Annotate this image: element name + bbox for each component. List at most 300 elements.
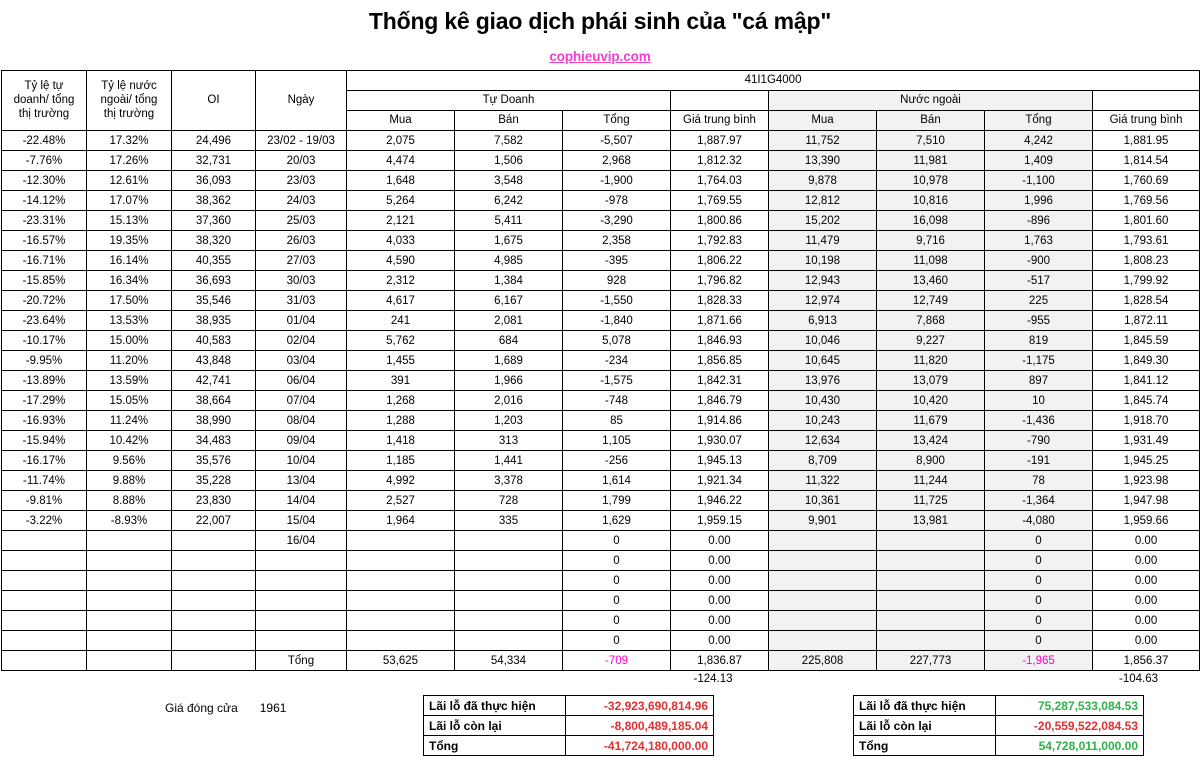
cell-foreign-total: -191 [985, 451, 1093, 471]
close-price-value: 1961 [259, 701, 287, 716]
cell-self-avg: 0.00 [671, 591, 769, 611]
cell-self-sell: 7,582 [455, 131, 563, 151]
cell-foreign-buy [769, 591, 877, 611]
cell-date: 13/04 [256, 471, 347, 491]
cell-foreign-avg: 0.00 [1093, 571, 1200, 591]
cell-ratio-foreign [87, 531, 172, 551]
cell-foreign-avg: 1,931.49 [1093, 431, 1200, 451]
cell-date: 14/04 [256, 491, 347, 511]
col-header-foreign-avg-price: Giá trung bình [1093, 111, 1200, 131]
cell-self-buy: 1,185 [347, 451, 455, 471]
totals-foreign-sell: 227,773 [877, 651, 985, 671]
totals-foreign-avg: 1,856.37 [1093, 651, 1200, 671]
cell-ratio-foreign: 16.34% [87, 271, 172, 291]
cell-foreign-total: -1,100 [985, 171, 1093, 191]
cell-ratio-self [2, 551, 87, 571]
cell-foreign-total: -790 [985, 431, 1093, 451]
cell-foreign-avg: 0.00 [1093, 591, 1200, 611]
cell-self-buy [347, 531, 455, 551]
totals-self-buy: 53,625 [347, 651, 455, 671]
cell-date [256, 591, 347, 611]
cell-ratio-foreign: 17.50% [87, 291, 172, 311]
cell-ratio-self [2, 591, 87, 611]
cell-ratio-foreign: 17.26% [87, 151, 172, 171]
cell-date: 03/04 [256, 351, 347, 371]
cell-foreign-total: -1,175 [985, 351, 1093, 371]
cell-date: 27/03 [256, 251, 347, 271]
foreign-total-label: Tổng [854, 736, 996, 756]
cell-self-buy: 1,455 [347, 351, 455, 371]
cell-date: 24/03 [256, 191, 347, 211]
cell-foreign-buy [769, 551, 877, 571]
cell-self-sell [455, 631, 563, 651]
table-row [2, 231, 1200, 251]
totals-self-total: -709 [563, 651, 671, 671]
cell-date: 08/04 [256, 411, 347, 431]
cell-self-avg: 1,914.86 [671, 411, 769, 431]
cell-foreign-total: -955 [985, 311, 1093, 331]
table-row [2, 191, 1200, 211]
cell-foreign-buy: 12,943 [769, 271, 877, 291]
cell-foreign-avg: 1,849.30 [1093, 351, 1200, 371]
cell-foreign-sell: 11,981 [877, 151, 985, 171]
cell-ratio-foreign: 16.14% [87, 251, 172, 271]
cell-ratio-self: -16.93% [2, 411, 87, 431]
cell-self-total: 1,614 [563, 471, 671, 491]
totals-ratio-foreign [87, 651, 172, 671]
cell-ratio-foreign: 15.13% [87, 211, 172, 231]
cell-self-avg: 1,800.86 [671, 211, 769, 231]
cell-self-sell [455, 551, 563, 571]
cell-ratio-self: -9.81% [2, 491, 87, 511]
cell-self-total: 1,629 [563, 511, 671, 531]
cell-foreign-total: 1,763 [985, 231, 1093, 251]
cell-self-avg: 1,946.22 [671, 491, 769, 511]
cell-self-buy: 1,418 [347, 431, 455, 451]
cell-self-sell: 1,203 [455, 411, 563, 431]
cell-date: 07/04 [256, 391, 347, 411]
table-row [2, 371, 1200, 391]
cell-foreign-sell: 11,244 [877, 471, 985, 491]
table-row [2, 351, 1200, 371]
cell-self-sell: 5,411 [455, 211, 563, 231]
col-header-self-total: Tổng [563, 111, 671, 131]
cell-ratio-foreign: 17.07% [87, 191, 172, 211]
cell-foreign-total: 4,242 [985, 131, 1093, 151]
cell-self-sell: 1,384 [455, 271, 563, 291]
cell-foreign-sell [877, 611, 985, 631]
cell-ratio-self: -7.76% [2, 151, 87, 171]
cell-ratio-foreign [87, 611, 172, 631]
cell-foreign-buy: 11,752 [769, 131, 877, 151]
cell-date: 23/03 [256, 171, 347, 191]
cell-foreign-avg: 1,845.74 [1093, 391, 1200, 411]
cell-foreign-buy: 10,198 [769, 251, 877, 271]
cell-ratio-foreign: 9.56% [87, 451, 172, 471]
cell-self-avg: 1,828.33 [671, 291, 769, 311]
table-row [2, 291, 1200, 311]
cell-self-sell [455, 571, 563, 591]
self-trading-pnl-box [423, 695, 714, 756]
cell-oi: 35,576 [172, 451, 256, 471]
cell-date: 01/04 [256, 311, 347, 331]
cell-foreign-sell: 11,679 [877, 411, 985, 431]
cell-ratio-foreign: 17.32% [87, 131, 172, 151]
cell-self-total: -978 [563, 191, 671, 211]
cell-foreign-total: 819 [985, 331, 1093, 351]
cell-foreign-avg: 1,828.54 [1093, 291, 1200, 311]
cell-foreign-sell: 8,900 [877, 451, 985, 471]
cell-ratio-foreign: 13.53% [87, 311, 172, 331]
cell-date: 10/04 [256, 451, 347, 471]
cell-self-sell: 2,081 [455, 311, 563, 331]
foreign-unrealized-row [854, 716, 1144, 736]
foreign-total-value: 54,728,011,000.00 [996, 736, 1144, 756]
cell-foreign-avg: 0.00 [1093, 551, 1200, 571]
foreign-unrealized-label: Lãi lỗ còn lại [854, 716, 996, 736]
cell-foreign-buy: 12,812 [769, 191, 877, 211]
cell-foreign-buy: 11,479 [769, 231, 877, 251]
cell-self-avg: 1,764.03 [671, 171, 769, 191]
cell-foreign-avg: 1,959.66 [1093, 511, 1200, 531]
cell-self-buy [347, 611, 455, 631]
col-header-oi: OI [172, 71, 256, 131]
cell-oi: 37,360 [172, 211, 256, 231]
cell-self-buy [347, 591, 455, 611]
cell-self-avg: 1,871.66 [671, 311, 769, 331]
cell-foreign-sell: 13,079 [877, 371, 985, 391]
cell-ratio-foreign: -8.93% [87, 511, 172, 531]
cell-foreign-buy: 12,974 [769, 291, 877, 311]
cell-self-avg: 1,846.79 [671, 391, 769, 411]
table-row [2, 211, 1200, 231]
cell-self-avg: 1,959.15 [671, 511, 769, 531]
cell-self-sell: 1,441 [455, 451, 563, 471]
col-header-ratio-foreign: Tỷ lệ nước ngoài/ tổng thị trường [87, 71, 172, 131]
self-unrealized-label: Lãi lỗ còn lại [424, 716, 566, 736]
cell-self-avg: 0.00 [671, 571, 769, 591]
cell-ratio-foreign: 19.35% [87, 231, 172, 251]
table-row [2, 151, 1200, 171]
self-total-value: -41,724,180,000.00 [566, 736, 714, 756]
cell-self-buy: 1,268 [347, 391, 455, 411]
table-row [2, 531, 1200, 551]
cell-foreign-total: 1,409 [985, 151, 1093, 171]
cell-foreign-avg: 1,793.61 [1093, 231, 1200, 251]
foreign-realized-row [854, 696, 1144, 716]
cell-self-avg: 0.00 [671, 611, 769, 631]
cell-oi: 36,093 [172, 171, 256, 191]
cell-oi: 23,830 [172, 491, 256, 511]
foreign-unrealized-value: -20,559,522,084.53 [996, 716, 1144, 736]
cell-foreign-sell: 10,420 [877, 391, 985, 411]
cell-oi [172, 531, 256, 551]
cell-foreign-sell [877, 531, 985, 551]
foreign-total-row [854, 736, 1144, 756]
totals-self-avg: 1,836.87 [671, 651, 769, 671]
cell-foreign-buy: 13,390 [769, 151, 877, 171]
self-realized-value: -32,923,690,814.96 [566, 696, 714, 716]
cell-date: 20/03 [256, 151, 347, 171]
cell-ratio-foreign: 9.88% [87, 471, 172, 491]
cell-foreign-avg: 1,801.60 [1093, 211, 1200, 231]
cell-foreign-total: 0 [985, 591, 1093, 611]
cell-foreign-avg: 1,841.12 [1093, 371, 1200, 391]
table-row [2, 451, 1200, 471]
cell-date [256, 551, 347, 571]
cell-foreign-sell: 7,510 [877, 131, 985, 151]
cell-date [256, 631, 347, 651]
cell-foreign-sell: 9,716 [877, 231, 985, 251]
cell-oi: 34,483 [172, 431, 256, 451]
cell-self-sell: 2,016 [455, 391, 563, 411]
cell-foreign-sell [877, 571, 985, 591]
cell-foreign-avg: 1,881.95 [1093, 131, 1200, 151]
group-header-self-trading: Tự Doanh [347, 91, 671, 111]
cell-self-buy: 5,264 [347, 191, 455, 211]
cell-foreign-avg: 0.00 [1093, 531, 1200, 551]
cell-oi: 42,741 [172, 371, 256, 391]
cell-self-buy: 2,121 [347, 211, 455, 231]
table-row [2, 171, 1200, 191]
cell-self-sell: 3,378 [455, 471, 563, 491]
cell-foreign-avg: 1,872.11 [1093, 311, 1200, 331]
cell-ratio-self: -3.22% [2, 511, 87, 531]
table-row [2, 571, 1200, 591]
cell-date [256, 571, 347, 591]
cell-ratio-self [2, 571, 87, 591]
cell-self-buy: 2,312 [347, 271, 455, 291]
totals-row [2, 651, 1200, 671]
table-row [2, 251, 1200, 271]
cell-foreign-sell: 12,749 [877, 291, 985, 311]
self-total-label: Tổng [424, 736, 566, 756]
cell-self-avg: 1,806.22 [671, 251, 769, 271]
cell-self-buy: 2,075 [347, 131, 455, 151]
cell-oi [172, 591, 256, 611]
col-header-self-buy: Mua [347, 111, 455, 131]
cell-oi [172, 571, 256, 591]
cell-self-total: -395 [563, 251, 671, 271]
cell-oi: 38,935 [172, 311, 256, 331]
contract-code-header: 41I1G4000 [347, 71, 1200, 91]
cell-self-total: -256 [563, 451, 671, 471]
cell-ratio-foreign: 10.42% [87, 431, 172, 451]
cell-oi: 38,320 [172, 231, 256, 251]
cell-foreign-total: 897 [985, 371, 1093, 391]
cell-self-total: 2,358 [563, 231, 671, 251]
cell-self-total: -3,290 [563, 211, 671, 231]
cell-self-sell: 6,242 [455, 191, 563, 211]
cell-ratio-self [2, 611, 87, 631]
cell-foreign-avg: 1,799.92 [1093, 271, 1200, 291]
site-link[interactable]: cophieuvip.com [549, 49, 651, 65]
cell-self-avg: 1,769.55 [671, 191, 769, 211]
cell-oi: 36,693 [172, 271, 256, 291]
self-avg-diff: -124.13 [693, 673, 733, 686]
col-header-foreign-buy: Mua [769, 111, 877, 131]
cell-self-avg: 0.00 [671, 531, 769, 551]
cell-ratio-self [2, 531, 87, 551]
cell-oi: 40,355 [172, 251, 256, 271]
cell-self-sell: 1,506 [455, 151, 563, 171]
cell-foreign-total: -896 [985, 211, 1093, 231]
cell-foreign-avg: 0.00 [1093, 611, 1200, 631]
page-title: Thống kê giao dịch phái sinh của "cá mập" [368, 8, 832, 34]
cell-date: 31/03 [256, 291, 347, 311]
cell-self-total: -1,840 [563, 311, 671, 331]
cell-foreign-total: -900 [985, 251, 1093, 271]
cell-date [256, 611, 347, 631]
cell-self-buy [347, 571, 455, 591]
totals-label: Tổng [256, 651, 347, 671]
header-row-contract [2, 71, 1200, 91]
cell-foreign-total: -1,364 [985, 491, 1093, 511]
cell-foreign-sell: 11,820 [877, 351, 985, 371]
cell-foreign-total: 0 [985, 551, 1093, 571]
cell-foreign-buy: 12,634 [769, 431, 877, 451]
cell-self-buy [347, 631, 455, 651]
table-row [2, 431, 1200, 451]
cell-self-avg: 1,856.85 [671, 351, 769, 371]
cell-foreign-buy: 10,046 [769, 331, 877, 351]
cell-oi: 43,848 [172, 351, 256, 371]
table-row [2, 411, 1200, 431]
cell-self-total: 5,078 [563, 331, 671, 351]
cell-self-avg: 1,921.34 [671, 471, 769, 491]
cell-self-avg: 1,796.82 [671, 271, 769, 291]
table-header [2, 71, 1200, 131]
cell-self-sell: 1,689 [455, 351, 563, 371]
cell-foreign-total: 0 [985, 611, 1093, 631]
cell-foreign-buy: 10,645 [769, 351, 877, 371]
table-row [2, 271, 1200, 291]
table-row [2, 311, 1200, 331]
cell-oi [172, 611, 256, 631]
cell-ratio-foreign: 13.59% [87, 371, 172, 391]
cell-foreign-avg: 1,760.69 [1093, 171, 1200, 191]
cell-self-avg: 0.00 [671, 551, 769, 571]
cell-foreign-total: 1,996 [985, 191, 1093, 211]
cell-self-total: -234 [563, 351, 671, 371]
cell-foreign-avg: 1,845.59 [1093, 331, 1200, 351]
cell-self-total: -748 [563, 391, 671, 411]
cell-ratio-foreign: 11.20% [87, 351, 172, 371]
cell-foreign-total: -517 [985, 271, 1093, 291]
cell-foreign-total: 225 [985, 291, 1093, 311]
cell-self-buy [347, 551, 455, 571]
group-header-foreign-spacer [1093, 91, 1200, 111]
cell-self-total: 928 [563, 271, 671, 291]
cell-ratio-foreign [87, 571, 172, 591]
table-row [2, 511, 1200, 531]
cell-foreign-buy [769, 571, 877, 591]
cell-self-buy: 4,617 [347, 291, 455, 311]
cell-self-total: 1,105 [563, 431, 671, 451]
self-realized-row [424, 696, 714, 716]
cell-ratio-foreign: 11.24% [87, 411, 172, 431]
cell-ratio-foreign [87, 551, 172, 571]
cell-oi: 38,990 [172, 411, 256, 431]
cell-foreign-buy: 15,202 [769, 211, 877, 231]
cell-ratio-foreign: 8.88% [87, 491, 172, 511]
cell-ratio-self [2, 631, 87, 651]
cell-self-buy: 1,964 [347, 511, 455, 531]
cell-self-avg: 1,846.93 [671, 331, 769, 351]
cell-self-avg: 1,887.97 [671, 131, 769, 151]
totals-foreign-buy: 225,808 [769, 651, 877, 671]
cell-self-buy: 4,474 [347, 151, 455, 171]
cell-ratio-self: -20.72% [2, 291, 87, 311]
cell-foreign-buy: 10,430 [769, 391, 877, 411]
cell-foreign-sell: 16,098 [877, 211, 985, 231]
cell-self-buy: 1,648 [347, 171, 455, 191]
table-row [2, 131, 1200, 151]
table-row [2, 471, 1200, 491]
cell-ratio-self: -22.48% [2, 131, 87, 151]
cell-self-buy: 4,033 [347, 231, 455, 251]
cell-ratio-self: -16.17% [2, 451, 87, 471]
cell-self-total: 2,968 [563, 151, 671, 171]
cell-ratio-foreign [87, 591, 172, 611]
cell-oi: 32,731 [172, 151, 256, 171]
derivatives-statistics-table [1, 70, 1200, 671]
cell-foreign-total: 0 [985, 571, 1093, 591]
cell-foreign-total: 0 [985, 631, 1093, 651]
cell-oi: 35,546 [172, 291, 256, 311]
cell-date: 16/04 [256, 531, 347, 551]
cell-oi [172, 551, 256, 571]
cell-self-sell: 1,675 [455, 231, 563, 251]
col-header-foreign-total: Tổng [985, 111, 1093, 131]
foreign-realized-value: 75,287,533,084.53 [996, 696, 1144, 716]
cell-foreign-sell: 13,460 [877, 271, 985, 291]
cell-foreign-sell: 10,816 [877, 191, 985, 211]
cell-date: 09/04 [256, 431, 347, 451]
cell-foreign-total: -1,436 [985, 411, 1093, 431]
self-realized-label: Lãi lỗ đã thực hiện [424, 696, 566, 716]
cell-self-sell: 313 [455, 431, 563, 451]
cell-ratio-foreign: 15.05% [87, 391, 172, 411]
cell-foreign-buy: 9,901 [769, 511, 877, 531]
cell-ratio-self: -15.85% [2, 271, 87, 291]
cell-date: 15/04 [256, 511, 347, 531]
close-price [165, 701, 286, 715]
footer-area [0, 695, 1200, 767]
cell-foreign-avg: 1,918.70 [1093, 411, 1200, 431]
cell-ratio-self: -16.71% [2, 251, 87, 271]
table-row [2, 491, 1200, 511]
cell-self-total: 0 [563, 591, 671, 611]
cell-oi: 38,664 [172, 391, 256, 411]
cell-ratio-self: -17.29% [2, 391, 87, 411]
cell-self-avg: 1,792.83 [671, 231, 769, 251]
cell-self-total: 85 [563, 411, 671, 431]
cell-self-sell: 4,985 [455, 251, 563, 271]
cell-date: 02/04 [256, 331, 347, 351]
cell-foreign-buy: 10,361 [769, 491, 877, 511]
cell-foreign-sell: 13,424 [877, 431, 985, 451]
cell-date: 30/03 [256, 271, 347, 291]
cell-ratio-self: -15.94% [2, 431, 87, 451]
cell-foreign-sell: 7,868 [877, 311, 985, 331]
cell-self-avg: 1,930.07 [671, 431, 769, 451]
cell-foreign-avg: 1,769.56 [1093, 191, 1200, 211]
totals-self-sell: 54,334 [455, 651, 563, 671]
cell-ratio-foreign [87, 631, 172, 651]
table-row [2, 591, 1200, 611]
cell-self-total: 0 [563, 571, 671, 591]
